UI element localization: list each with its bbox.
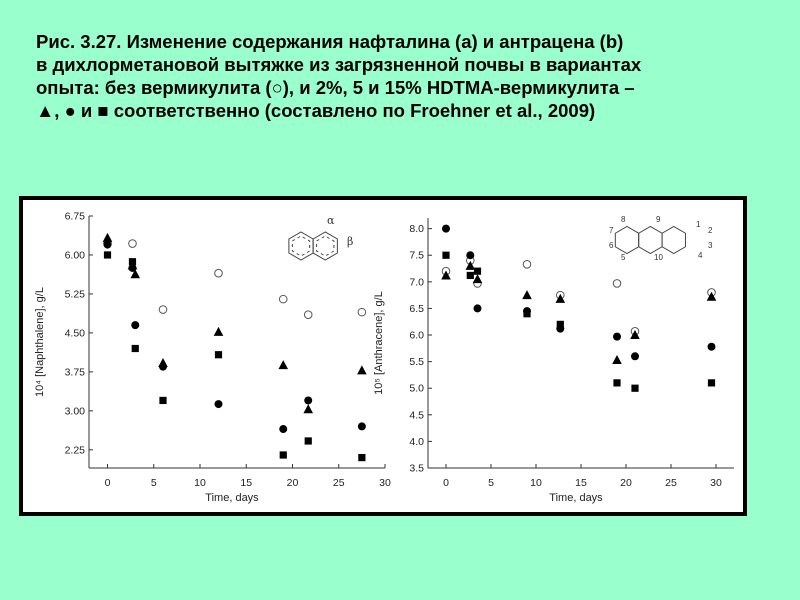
naphthalene-structure-inset (277, 220, 381, 276)
anth-point-triangle (522, 290, 532, 299)
naph-y-axis-label: 10⁴ [Naphthalene], g/L (34, 287, 46, 397)
anth-x-tick-label: 15 (575, 477, 587, 489)
naph-x-tick-label: 20 (286, 477, 299, 489)
naph-x-tick-label: 25 (332, 477, 345, 489)
anth-y-tick-label: 7.0 (409, 276, 424, 289)
naph-x-tick-label: 0 (104, 477, 111, 489)
naph-point-square (215, 351, 222, 358)
anth-x-axis-label: Time, days (549, 492, 603, 504)
naph-point-filled-circle (215, 400, 223, 408)
naph-x-tick-label: 5 (150, 477, 157, 489)
caption-line-3: опыта: без вермикулита (○), и 2%, 5 и 15% HDTMA-вермикулита – (36, 77, 635, 98)
anth-atom-number: 2 (708, 226, 713, 235)
naph-x-tick-label: 30 (379, 477, 391, 489)
naph-point-square (104, 251, 111, 258)
anth-atom-number: 10 (654, 253, 663, 262)
naph-point-open-circle (129, 240, 137, 248)
anth-point-open-circle (613, 280, 621, 288)
naph-point-open-circle (304, 311, 312, 319)
naph-y-tick-label: 3.00 (64, 405, 85, 418)
caption-line-4: ▲, ● и ■ соответственно (составлено по Froehner et al., 2009) (36, 100, 596, 121)
naph-inset-bg (277, 220, 381, 276)
anth-y-tick-label: 7.5 (409, 249, 424, 262)
anth-y-tick-label: 3.5 (409, 462, 424, 475)
naph-y-tick-label: 6.75 (64, 210, 85, 223)
naph-point-triangle (278, 360, 288, 369)
naph-y-tick-label: 4.50 (64, 327, 85, 340)
anth-atom-number: 4 (698, 251, 703, 260)
figure-caption (36, 30, 776, 122)
naph-beta-label: β (347, 235, 354, 248)
naph-y-tick-label: 5.25 (64, 288, 85, 301)
anth-point-filled-circle (708, 343, 716, 351)
naph-point-filled-circle (159, 363, 167, 371)
naph-y-tick-label: 3.75 (64, 366, 85, 379)
anth-point-filled-circle (466, 251, 474, 259)
anth-atom-number: 9 (656, 215, 661, 224)
anth-point-square (467, 272, 474, 279)
naph-series-square (104, 251, 366, 461)
naph-point-open-circle (215, 269, 223, 277)
anth-series-square (442, 252, 715, 392)
anth-y-tick-label: 6.5 (409, 302, 424, 315)
anth-point-square (631, 385, 638, 392)
anth-atom-number: 7 (609, 226, 614, 235)
naph-point-open-circle (159, 306, 167, 314)
anth-y-tick-label: 5.5 (409, 356, 424, 369)
anth-y-tick-label: 4.0 (409, 435, 424, 448)
naph-point-open-circle (279, 295, 287, 303)
naph-point-open-circle (358, 308, 366, 316)
anth-x-tick-label: 30 (710, 477, 722, 489)
naph-x-tick-label: 10 (194, 477, 206, 489)
anth-point-square (613, 379, 620, 386)
anth-atom-number: 6 (609, 241, 614, 250)
anth-y-tick-label: 6.0 (409, 329, 424, 342)
anth-atom-number: 5 (621, 253, 626, 262)
anth-point-square (557, 321, 564, 328)
anth-x-tick-label: 25 (665, 477, 677, 489)
anth-atom-number: 1 (696, 220, 701, 229)
anth-x-tick-label: 20 (620, 477, 632, 489)
naph-point-square (159, 397, 166, 404)
anth-y-tick-label: 5.0 (409, 382, 424, 395)
naph-y-tick-label: 2.25 (64, 444, 85, 457)
naph-point-triangle (103, 233, 113, 242)
anth-x-tick-label: 0 (443, 477, 449, 489)
anth-point-filled-circle (442, 225, 450, 233)
naph-point-square (280, 451, 287, 458)
naph-point-square (358, 454, 365, 461)
anth-point-filled-circle (613, 333, 621, 341)
naph-x-tick-label: 15 (240, 477, 253, 489)
anth-point-triangle (612, 355, 622, 364)
anth-point-square (442, 252, 449, 259)
anth-series-open-circle (442, 257, 715, 335)
naph-point-filled-circle (131, 321, 139, 329)
anth-point-square (708, 379, 715, 386)
anth-y-tick-label: 4.5 (409, 409, 424, 422)
naph-point-filled-circle (304, 396, 312, 404)
anth-point-filled-circle (631, 352, 639, 360)
figure-panel (23, 200, 743, 512)
anth-y-tick-label: 8.0 (409, 223, 424, 236)
naph-point-square (129, 258, 136, 265)
naph-x-axis-label: Time, days (205, 492, 259, 504)
anth-y-axis-label: 10⁵ [Anthracene], g/L (373, 291, 385, 395)
naph-point-filled-circle (104, 241, 112, 249)
anth-point-square (474, 268, 481, 275)
naph-point-triangle (303, 404, 313, 413)
anth-point-filled-circle (474, 304, 482, 312)
naph-point-square (305, 437, 312, 444)
caption-line-2: в дихлорметановой вытяжке из загрязненной почвы в вариантах (36, 54, 642, 75)
caption-line-1: Рис. 3.27. Изменение содержания нафталина (a) и антрацена (b) (36, 31, 624, 52)
anth-point-open-circle (523, 260, 531, 268)
anth-atom-number: 3 (708, 241, 713, 250)
anth-x-tick-label: 5 (488, 477, 494, 489)
naph-point-filled-circle (279, 425, 287, 433)
naph-point-triangle (357, 365, 367, 374)
figure-frame (19, 196, 747, 516)
anth-atom-number: 8 (621, 215, 626, 224)
charts-svg (23, 200, 743, 512)
naph-point-triangle (214, 327, 224, 336)
anth-point-triangle (473, 274, 483, 283)
anth-x-tick-label: 10 (530, 477, 542, 489)
anth-point-square (523, 310, 530, 317)
anth-series-triangle (441, 261, 716, 364)
naph-y-tick-label: 6.00 (64, 249, 85, 262)
naph-alpha-label: α (327, 214, 335, 227)
naph-point-square (132, 345, 139, 352)
naph-point-filled-circle (358, 422, 366, 430)
